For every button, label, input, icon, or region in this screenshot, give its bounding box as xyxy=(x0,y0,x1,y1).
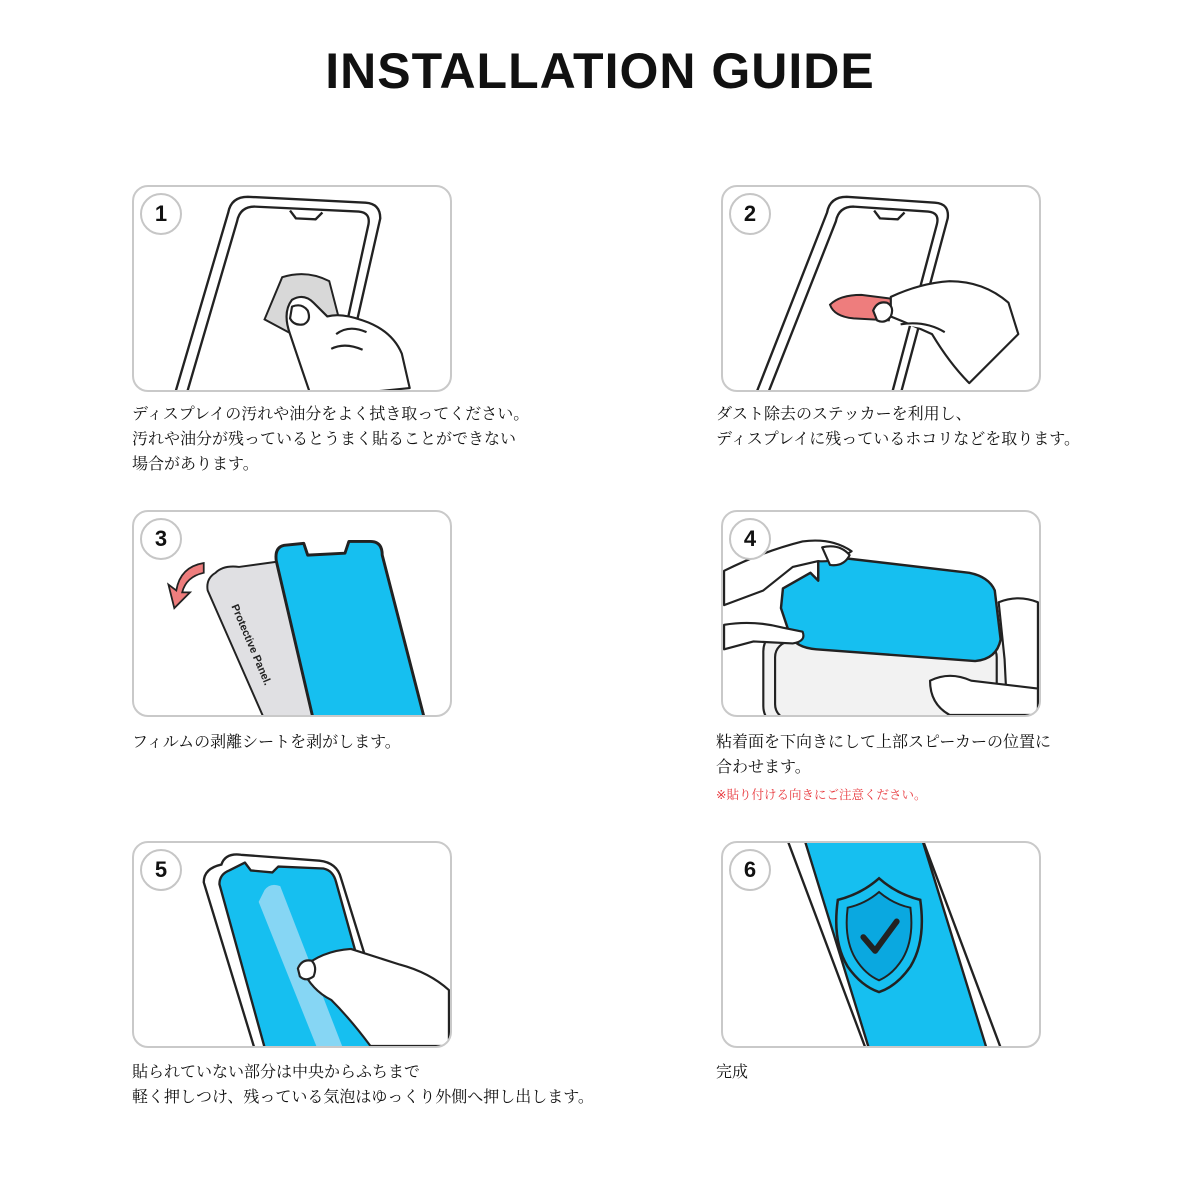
step-5-number: 5 xyxy=(140,849,182,891)
orientation-warning: ※貼り付ける向きにご注意ください。 xyxy=(716,787,927,802)
page-title: INSTALLATION GUIDE xyxy=(325,43,875,99)
step-5-panel xyxy=(132,841,452,1048)
step-3-panel xyxy=(132,510,452,717)
step-2-description: ダスト除去のステッカーを利用し、 ディスプレイに残っているホコリなどを取ります。 xyxy=(716,404,1081,448)
step-6-panel xyxy=(721,841,1041,1048)
step-4-panel xyxy=(721,510,1041,717)
step-3-description: フィルムの剥離シートを剥がします。 xyxy=(132,732,401,751)
step-2-panel xyxy=(721,185,1041,392)
step-1-panel xyxy=(132,185,452,392)
step-6-description: 完成 xyxy=(716,1062,749,1081)
step-4-description: 粘着面を下向きにして上部スピーカーの位置に 合わせます。 ※貼り付ける向きにご注意ください。 xyxy=(716,729,1051,805)
step-1-description: ディスプレイの汚れや油分をよく拭き取ってください。 汚れや油分が残っているとうまく貼ることができない 場合があります。 xyxy=(132,404,530,473)
step-6-number: 6 xyxy=(729,849,771,891)
step-5-description: 貼られていない部分は中央からふちまで 軽く押しつけ、残っている気泡はゆっくり外側へ押し出します。 xyxy=(132,1062,594,1106)
step-3-number: 3 xyxy=(140,518,182,560)
step-1-number: 1 xyxy=(140,193,182,235)
step-2-number: 2 xyxy=(729,193,771,235)
protective-panel-label: Protective Panel. xyxy=(228,602,274,688)
step-4-number: 4 xyxy=(729,518,771,560)
